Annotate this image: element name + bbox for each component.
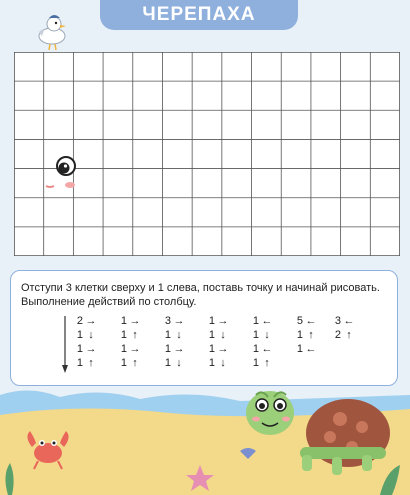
direction-arrow-icon: ↑	[308, 329, 314, 341]
command-column	[73, 314, 99, 370]
step-count: 1	[164, 343, 171, 355]
command-step	[331, 314, 357, 328]
direction-arrow-icon: ↑	[346, 329, 352, 341]
direction-arrow-icon: →	[129, 343, 141, 355]
direction-arrow-icon: ←	[305, 315, 317, 327]
step-count: 1	[252, 357, 259, 369]
command-step	[117, 328, 143, 342]
direction-arrow-icon: ←	[261, 315, 273, 327]
page-title: ЧЕРЕПАХА	[142, 4, 256, 25]
step-count: 3	[164, 315, 171, 327]
step-count: 1	[76, 343, 83, 355]
direction-arrow-icon: →	[129, 315, 141, 327]
instruction-line-1: Отступи 3 клетки сверху и 1 слева, поставь точку и начинай рисовать.	[21, 282, 380, 294]
step-count: 2	[334, 329, 341, 341]
step-count: 1	[296, 343, 303, 355]
command-step	[73, 328, 99, 342]
direction-arrow-icon: →	[217, 343, 229, 355]
step-count: 1	[120, 329, 127, 341]
command-step	[117, 314, 143, 328]
command-step	[161, 342, 187, 356]
direction-arrow-icon: ←	[261, 343, 273, 355]
step-count: 1	[208, 343, 215, 355]
command-column	[205, 314, 231, 370]
command-step	[161, 356, 187, 370]
instruction-line-2: Выполнение действий по столбцу.	[21, 296, 197, 308]
step-count: 1	[252, 343, 259, 355]
instruction-card	[10, 270, 398, 386]
command-step	[117, 342, 143, 356]
step-count: 1	[120, 357, 127, 369]
step-count: 1	[164, 329, 171, 341]
direction-arrow-icon: ←	[343, 315, 355, 327]
direction-arrow-icon: ↓	[220, 329, 226, 341]
command-step	[205, 314, 231, 328]
command-step	[249, 328, 275, 342]
command-step	[249, 356, 275, 370]
step-count: 5	[296, 315, 303, 327]
direction-arrow-icon: ↓	[176, 329, 182, 341]
command-step	[161, 328, 187, 342]
command-step	[205, 342, 231, 356]
command-step	[249, 314, 275, 328]
step-count: 3	[334, 315, 341, 327]
command-step	[117, 356, 143, 370]
drawing-grid[interactable]	[14, 52, 400, 256]
command-column	[161, 314, 187, 370]
step-count: 1	[296, 329, 303, 341]
direction-arrow-icon: ↓	[264, 329, 270, 341]
step-count: 1	[164, 357, 171, 369]
command-step	[73, 342, 99, 356]
command-step	[293, 342, 319, 356]
command-column	[249, 314, 275, 370]
step-count: 1	[252, 315, 259, 327]
direction-arrow-icon: ←	[305, 343, 317, 355]
instruction-text	[21, 281, 391, 309]
command-step	[161, 314, 187, 328]
direction-arrow-icon: →	[173, 315, 185, 327]
command-column	[331, 314, 357, 342]
command-step	[293, 314, 319, 328]
direction-arrow-icon: →	[85, 315, 97, 327]
command-column	[117, 314, 143, 370]
command-step	[331, 328, 357, 342]
direction-arrow-icon: ↓	[176, 357, 182, 369]
step-count: 1	[76, 329, 83, 341]
direction-arrow-icon: ↓	[220, 357, 226, 369]
command-step	[205, 356, 231, 370]
command-step	[73, 314, 99, 328]
direction-arrow-icon: →	[85, 343, 97, 355]
down-flow-arrow-icon	[61, 316, 69, 374]
step-count: 1	[76, 357, 83, 369]
step-count: 1	[120, 343, 127, 355]
beach-scene	[0, 385, 410, 495]
step-count: 1	[252, 329, 259, 341]
turtle-eye-icon	[44, 152, 84, 196]
direction-arrow-icon: ↑	[132, 329, 138, 341]
command-step	[293, 328, 319, 342]
title-banner	[100, 0, 298, 30]
command-step	[73, 356, 99, 370]
direction-arrow-icon: ↑	[132, 357, 138, 369]
seagull-icon	[30, 10, 72, 52]
step-count: 1	[208, 315, 215, 327]
step-count: 1	[208, 329, 215, 341]
direction-arrow-icon: ↑	[88, 357, 94, 369]
step-count: 1	[208, 357, 215, 369]
step-count: 1	[120, 315, 127, 327]
direction-arrow-icon: ↑	[264, 357, 270, 369]
step-count: 2	[76, 315, 83, 327]
direction-arrow-icon: →	[173, 343, 185, 355]
command-step	[249, 342, 275, 356]
command-column	[293, 314, 319, 356]
direction-arrow-icon: →	[217, 315, 229, 327]
command-columns	[63, 314, 383, 376]
direction-arrow-icon: ↓	[88, 329, 94, 341]
command-step	[205, 328, 231, 342]
